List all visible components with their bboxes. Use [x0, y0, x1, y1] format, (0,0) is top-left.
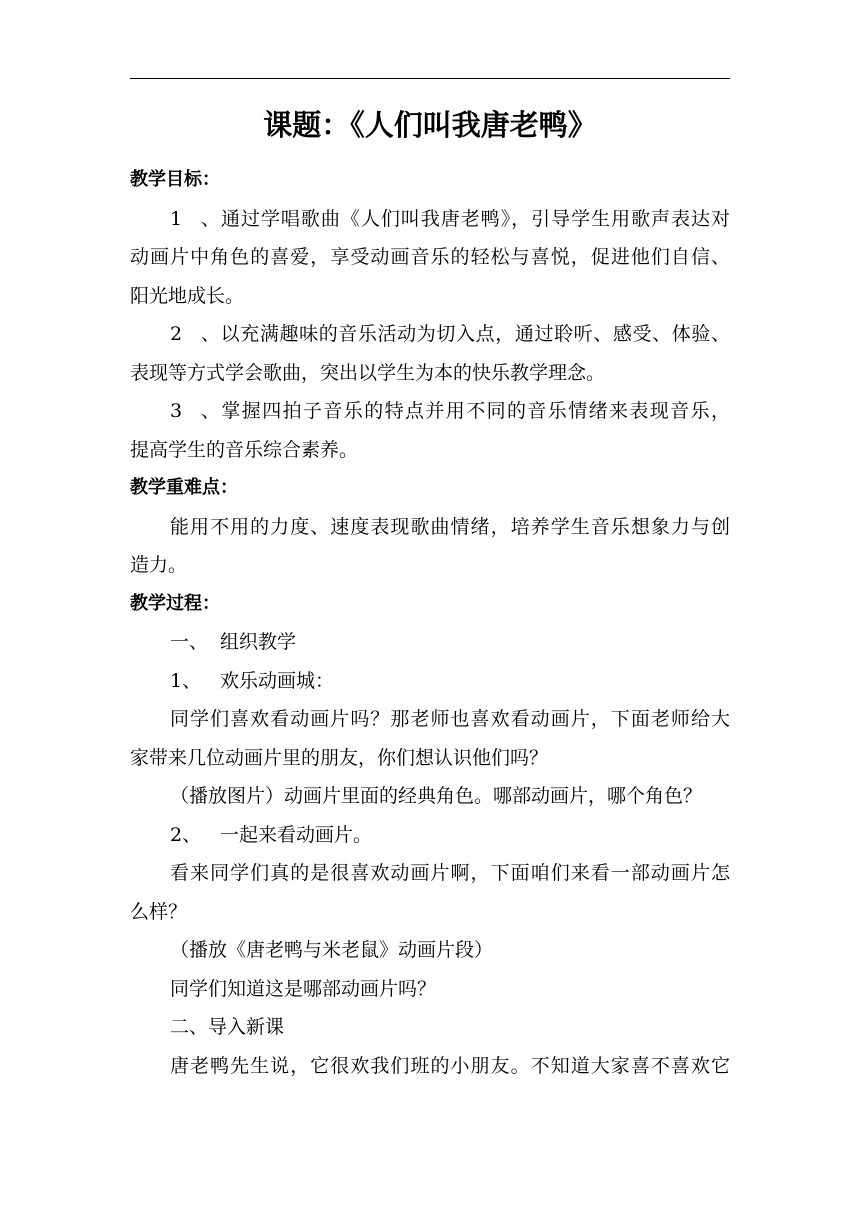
difficulties-line-1: 能用不用的力度、速度表现歌曲情绪，培养学生音乐想象力与创 — [170, 515, 730, 538]
objective-1-number: 1、 — [170, 207, 220, 230]
objective-2-text: 以充满趣味的音乐活动为切入点，通过聆听、感受、体验、 — [220, 323, 730, 345]
objective-1-line-2: 动画片中角色的喜爱，享受动画音乐的轻松与喜悦，促进他们自信、 — [130, 246, 730, 268]
objective-3-line-1 — [130, 392, 730, 431]
process-step-1-number: 1、 — [170, 669, 202, 692]
difficulties-heading: 教学重难点： — [130, 477, 238, 498]
objective-2-number: 2、 — [170, 323, 220, 345]
process-step-2 — [130, 816, 730, 855]
process-para-4: （播放《唐老鸭与米老鼠》动画片段） — [170, 939, 494, 961]
process-part-1 — [130, 623, 730, 662]
process-heading: 教学过程： — [130, 592, 220, 614]
process-para-3-line-1: 看来同学们真的是很喜欢动画片啊，下面咱们来看一部动画片怎 — [170, 862, 730, 884]
objective-3-text: 掌握四拍子音乐的特点并用不同的音乐情绪来表现音乐， — [220, 400, 730, 422]
document-title: 课题：《人们叫我唐老鸭》 — [263, 108, 597, 142]
objective-2-line-1 — [130, 315, 730, 354]
objective-3-number: 3、 — [170, 400, 220, 422]
process-step-1-text: 欢乐动画城： — [220, 669, 335, 692]
process-step-1 — [130, 662, 730, 701]
process-para-1-line-2: 家带来几位动画片里的朋友，你们想认识他们吗？ — [130, 746, 549, 769]
difficulties-line-2: 造力。 — [130, 554, 188, 576]
objective-2-line-2: 表现等方式学会歌曲，突出以学生为本的快乐教学理念。 — [130, 361, 606, 384]
process-part-1-text: 组织教学 — [220, 631, 297, 653]
process-part-2: 二、导入新课 — [170, 1016, 285, 1038]
process-para-2: （播放图片）动画片里面的经典角色。哪部动画片，哪个角色？ — [170, 785, 703, 807]
objective-1-text: 通过学唱歌曲《人们叫我唐老鸭》，引导学生用歌声表达对 — [220, 207, 730, 230]
header-rule — [130, 78, 730, 79]
objective-3-line-2: 提高学生的音乐综合素养。 — [130, 438, 359, 461]
process-para-5: 同学们知道这是哪部动画片吗？ — [170, 977, 437, 1000]
process-step-2-number: 2、 — [170, 823, 202, 846]
process-part-1-number: 一、 — [170, 631, 209, 653]
process-para-1-line-1: 同学们喜欢看动画片吗？那老师也喜欢看动画片，下面老师给大 — [170, 708, 730, 730]
objective-1-line-1 — [130, 200, 730, 239]
process-para-6: 唐老鸭先生说，它很欢我们班的小朋友。不知道大家喜不喜欢它 — [170, 1054, 730, 1077]
objectives-heading: 教学目标： — [130, 169, 220, 190]
process-step-2-text: 一起来看动画片。 — [220, 823, 373, 846]
objective-1-line-3: 阳光地成长。 — [130, 284, 245, 307]
document-body — [130, 161, 730, 1085]
process-para-3-line-2: 么样？ — [130, 900, 188, 923]
